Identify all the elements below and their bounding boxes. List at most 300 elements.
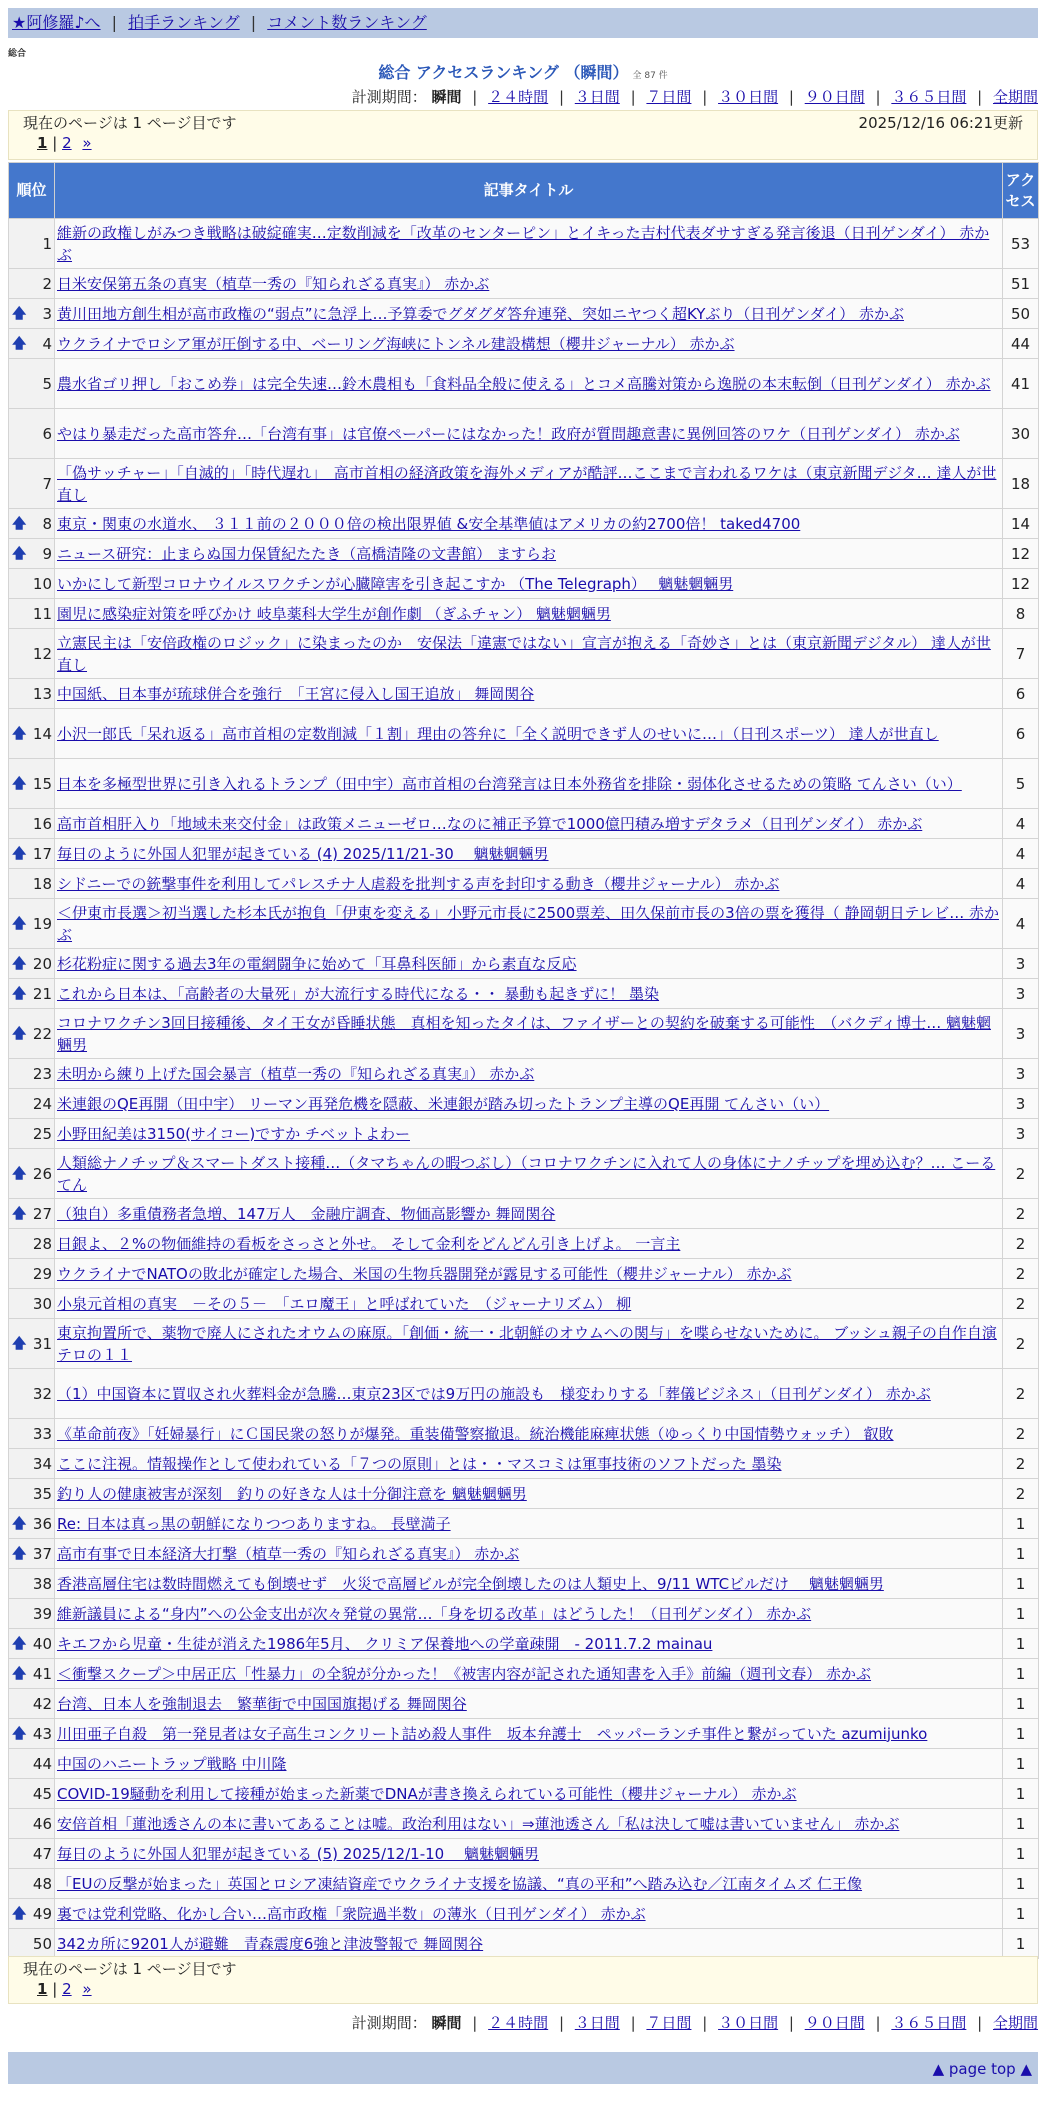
article-title-link[interactable]: 高市首相肝入り「地域未来交付金」は政策メニューゼロ…なのに補正予算で1000億円積み増すデタラメ（日刊ゲンダイ） 赤かぶ [57, 814, 923, 833]
article-title-link[interactable]: ＜衝撃スクープ＞中居正広「性暴力」の全貌が分かった！《被害内容が記された通知書を入手》前編（週刊文春） 赤かぶ [57, 1664, 872, 1683]
up-arrow-icon: 🡅 [12, 1725, 27, 1742]
table-row [9, 1149, 1039, 1199]
table-row [9, 269, 1039, 299]
up-arrow-icon: 🡅 [12, 1515, 27, 1532]
up-arrow-icon: 🡅 [12, 305, 27, 322]
current-page-text: 現在のページは 1 ページ目です [23, 1960, 237, 1978]
title-cell [55, 1199, 1003, 1229]
total-count: 全 87 件 [632, 71, 668, 81]
article-title-link[interactable]: シドニーでの銃撃事件を利用してパレスチナ人虐殺を批判する声を封印する動き（櫻井ジャーナル） 赤かぶ [57, 874, 780, 893]
table-row [9, 1259, 1039, 1289]
table-row [9, 359, 1039, 409]
rank-number: 28 [32, 1234, 52, 1253]
rank-cell [9, 1319, 55, 1369]
period-link-365d[interactable]: ３６５日間 [891, 2014, 967, 2032]
article-title-link[interactable]: 小野田紀美は3150(サイコー)ですか チベットよわー [57, 1124, 410, 1143]
title-cell [55, 1629, 1003, 1659]
article-title-link[interactable]: ニュース研究：止まらぬ国力保賃紀たたき（高橋清隆の文書館） ますらお [57, 544, 557, 563]
period-link-all[interactable]: 全期間 [992, 88, 1038, 106]
access-count: 41 [1003, 359, 1039, 409]
title-cell [55, 1809, 1003, 1839]
rank-number: 43 [32, 1724, 52, 1743]
title-cell [55, 979, 1003, 1009]
up-arrow-icon: 🡅 [12, 1635, 27, 1652]
article-title-link[interactable]: 安倍首相「蓮池透さんの本に書いてあることは嘘。政治利用はない」⇒蓮池透さん「私は決して嘘は書いていません」 赤かぶ [57, 1814, 900, 1833]
rank-cell [9, 949, 55, 979]
rank-number: 41 [32, 1664, 52, 1683]
home-link[interactable]: ★阿修羅♪へ [12, 13, 101, 32]
access-count: 3 [1003, 1009, 1039, 1059]
table-row [9, 1869, 1039, 1899]
rank-cell [9, 1479, 55, 1509]
access-count: 4 [1003, 839, 1039, 869]
access-count: 1 [1003, 1779, 1039, 1809]
access-count: 2 [1003, 1369, 1039, 1419]
access-count: 1 [1003, 1509, 1039, 1539]
rank-number: 31 [32, 1334, 52, 1353]
rank-cell [9, 759, 55, 809]
period-link-7d[interactable]: ７日間 [646, 88, 692, 106]
article-title-link[interactable]: 毎日のように外国人犯罪が起きている (5) 2025/12/1-10 魑魅魍魎男 [57, 1844, 539, 1863]
ranking-table [8, 162, 1039, 1959]
access-count: 2 [1003, 1479, 1039, 1509]
rank-cell [9, 869, 55, 899]
period-link-3d[interactable]: ３日間 [574, 88, 620, 106]
access-count: 50 [1003, 299, 1039, 329]
table-row [9, 629, 1039, 679]
title-cell [55, 809, 1003, 839]
rank-cell [9, 1779, 55, 1809]
article-title-link[interactable]: コロナワクチン3回目接種後、タイ王女が昏睡状態 真相を知ったタイは、ファイザーとの契約を破棄する可能性 （バクディ博士… 魑魅魍魎男 [57, 1013, 991, 1054]
rank-number: 42 [32, 1694, 52, 1713]
rank-number: 15 [32, 774, 52, 793]
up-arrow-icon: 🡅 [12, 335, 27, 352]
rank-cell [9, 1869, 55, 1899]
period-link-30d[interactable]: ３０日間 [718, 88, 779, 106]
title-cell [55, 1899, 1003, 1929]
table-row [9, 539, 1039, 569]
period-separator: | [472, 88, 478, 106]
period-link-365d[interactable]: ３６５日間 [891, 88, 967, 106]
rank-number: 5 [42, 374, 52, 393]
rank-number: 21 [32, 984, 52, 1003]
title-cell [55, 509, 1003, 539]
article-title-link[interactable]: （1）中国資本に買収され火葬料金が急騰…東京23区では9万円の施設も 様変わりする「葬儀ビジネス」（日刊ゲンダイ） 赤かぶ [57, 1384, 931, 1403]
rank-number: 11 [32, 604, 52, 623]
period-current: 瞬間 [431, 2014, 462, 2032]
access-count: 1 [1003, 1749, 1039, 1779]
table-row [9, 839, 1039, 869]
access-count: 1 [1003, 1689, 1039, 1719]
article-title-link[interactable]: 東京拘置所で、薬物で廃人にされたオウムの麻原。「創価・統一・北朝鮮のオウムへの関与」を喋らせないために。 ブッシュ親子の自作自演テロの１１ [57, 1323, 997, 1364]
rank-cell [9, 1839, 55, 1869]
table-row [9, 1839, 1039, 1869]
title-cell [55, 1319, 1003, 1369]
rank-number: 46 [32, 1814, 52, 1833]
access-count: 2 [1003, 1229, 1039, 1259]
access-count: 4 [1003, 869, 1039, 899]
up-arrow-icon: 🡅 [12, 775, 27, 792]
table-row [9, 1449, 1039, 1479]
period-link-90d[interactable]: ９０日間 [804, 2014, 865, 2032]
rank-cell [9, 1199, 55, 1229]
access-count: 4 [1003, 899, 1039, 949]
rank-cell [9, 1119, 55, 1149]
title-cell [55, 409, 1003, 459]
access-count: 53 [1003, 219, 1039, 269]
access-count: 3 [1003, 949, 1039, 979]
article-title-link[interactable]: 立憲民主は「安倍政権のロジック」に染まったのか 安保法「違憲ではない」宣言が抱える「奇妙さ」とは（東京新聞デジタル） 達人が世直し [57, 633, 991, 674]
title-cell [55, 329, 1003, 359]
top-nav-bar [8, 8, 1038, 38]
rank-number: 13 [32, 684, 52, 703]
rank-cell [9, 1539, 55, 1569]
period-link-3d[interactable]: ３日間 [574, 2014, 620, 2032]
access-count: 14 [1003, 509, 1039, 539]
title-cell [55, 459, 1003, 509]
title-header: 記事タイトル [55, 163, 1003, 219]
article-title-link[interactable]: 日米安保第五条の真実（植草一秀の『知られざる真実』） 赤かぶ [57, 274, 490, 293]
rank-cell [9, 329, 55, 359]
access-count: 1 [1003, 1929, 1039, 1959]
article-title-link[interactable]: 裏では党利党略、化かし合い…高市政権「衆院過半数」の薄氷（日刊ゲンダイ） 赤かぶ [57, 1904, 646, 1923]
page-2-link[interactable]: 2 [62, 1980, 72, 1998]
access-count: 2 [1003, 1149, 1039, 1199]
period-separator: | [630, 88, 636, 106]
clap-ranking-link[interactable]: 拍手ランキング [128, 13, 240, 32]
nav-separator: | [111, 13, 118, 32]
rank-number: 27 [32, 1204, 52, 1223]
period-link-7d[interactable]: ７日間 [646, 2014, 692, 2032]
rank-number: 8 [42, 514, 52, 533]
table-row [9, 949, 1039, 979]
up-arrow-icon: 🡅 [12, 1165, 27, 1182]
article-title-link[interactable]: Re: 日本は真っ黒の朝鮮になりつつありますね。 長壁満子 [57, 1514, 451, 1533]
title-cell [55, 1449, 1003, 1479]
table-row [9, 1749, 1039, 1779]
rank-cell [9, 979, 55, 1009]
access-count: 2 [1003, 1319, 1039, 1369]
rank-cell [9, 1229, 55, 1259]
rank-number: 36 [32, 1514, 52, 1533]
article-title-link[interactable]: 杉花粉症に関する過去3年の電網闘争に始めて「耳鼻科医師」から素直な反応 [57, 954, 577, 973]
rank-cell [9, 459, 55, 509]
rank-cell [9, 1289, 55, 1319]
article-title-link[interactable]: 農水省ゴリ押し「おこめ券」は完全失速…鈴木農相も「食料品全般に使える」とコメ高騰対策から逸脱の本末転倒（日刊ゲンダイ） 赤かぶ [57, 374, 991, 393]
article-title-link[interactable]: ウクライナでNATOの敗北が確定した場合、米国の生物兵器開発が露見する可能性（櫻井ジャーナル） 赤かぶ [57, 1264, 792, 1283]
table-row [9, 1089, 1039, 1119]
next-page-link[interactable]: » [82, 1980, 92, 1998]
up-arrow-icon: 🡅 [12, 845, 27, 862]
rank-number: 48 [32, 1874, 52, 1893]
title-cell [55, 1539, 1003, 1569]
rank-cell [9, 1419, 55, 1449]
table-row [9, 1779, 1039, 1809]
article-title-link[interactable]: 「EUの反撃が始まった」英国とロシア凍結資産でウクライナ支援を協議、“真の平和”へ踏み込む／江南タイムズ 仁王像 [57, 1874, 863, 1893]
footer-bar [8, 2052, 1038, 2084]
title-cell [55, 1479, 1003, 1509]
up-arrow-icon: 🡅 [12, 955, 27, 972]
article-title-link[interactable]: 香港高層住宅は数時間燃えても倒壊せず 火災で高層ビルが完全倒壊したのは人類史上、9/11 WTCビルだけ 魑魅魍魎男 [57, 1574, 884, 1593]
access-count: 1 [1003, 1629, 1039, 1659]
period-separator: | [788, 2014, 794, 2032]
rank-number: 49 [32, 1904, 52, 1923]
access-count: 1 [1003, 1599, 1039, 1629]
up-arrow-icon: 🡅 [12, 915, 27, 932]
article-title-link[interactable]: 東京・関東の水道水、 ３１１前の２０００倍の検出限界値 &安全基準値はアメリカの約2700倍！ taked4700 [57, 514, 801, 533]
rank-number: 23 [32, 1064, 52, 1083]
period-link-all[interactable]: 全期間 [992, 2014, 1038, 2032]
table-row [9, 1229, 1039, 1259]
article-title-link[interactable]: 川田亜子自殺 第一発見者は女子高生コンクリート詰め殺人事件 坂本弁護士 ペッパーランチ事件と繋がっていた azumijunko [57, 1724, 928, 1743]
article-title-link[interactable]: やはり暴走だった高市答弁…「台湾有事」は官僚ペーパーにはなかった！政府が質問趣意書に異例回答のワケ（日刊ゲンダイ） 赤かぶ [57, 424, 960, 443]
page-1-current: 1 [37, 1980, 48, 1998]
up-arrow-icon: 🡅 [12, 515, 27, 532]
up-arrow-icon: 🡅 [12, 1905, 27, 1922]
title-cell [55, 1289, 1003, 1319]
rank-cell [9, 1569, 55, 1599]
table-row [9, 219, 1039, 269]
access-count: 1 [1003, 1869, 1039, 1899]
title-cell [55, 629, 1003, 679]
table-row [9, 809, 1039, 839]
period-separator: | [875, 2014, 881, 2032]
table-row [9, 1319, 1039, 1369]
article-title-link[interactable]: 小泉元首相の真実 －その５－ 「エロ魔王」と呼ばれていた （ジャーナリズム） 柳 [57, 1294, 632, 1313]
table-row [9, 569, 1039, 599]
up-arrow-icon: 🡅 [12, 1205, 27, 1222]
rank-cell [9, 1599, 55, 1629]
rank-cell [9, 1259, 55, 1289]
table-row [9, 1809, 1039, 1839]
access-count: 1 [1003, 1809, 1039, 1839]
rank-cell [9, 569, 55, 599]
access-count: 18 [1003, 459, 1039, 509]
period-link-24h[interactable]: ２４時間 [488, 88, 549, 106]
article-title-link[interactable]: 毎日のように外国人犯罪が起きている (4) 2025/11/21-30 魑魅魍魎男 [57, 844, 549, 863]
article-title-link[interactable]: ＜伊東市長選＞初当選した杉本氏が抱負「伊東を変える」小野元市長に2500票差、田久保前市長の3倍の票を獲得（ 静岡朝日テレビ… 赤かぶ [57, 903, 999, 944]
access-count: 1 [1003, 1539, 1039, 1569]
period-selector-bottom [352, 2012, 1038, 2033]
title-cell [55, 569, 1003, 599]
rank-cell [9, 219, 55, 269]
period-link-24h[interactable]: ２４時間 [488, 2014, 549, 2032]
article-title-link[interactable]: 日本を多極型世界に引き入れるトランプ（田中宇）高市首相の台湾発言は日本外務省を排除・弱体化させるための策略 てんさい（い） [57, 774, 962, 793]
rank-number: 19 [32, 914, 52, 933]
article-title-link[interactable]: キエフから児童・生徒が消えた1986年5月、 クリミア保養地への学童疎開 - 2011.7.2 mainau [57, 1634, 713, 1653]
period-link-90d[interactable]: ９０日間 [804, 88, 865, 106]
table-row [9, 679, 1039, 709]
rank-number: 29 [32, 1264, 52, 1283]
table-row [9, 1689, 1039, 1719]
article-title-link[interactable]: 小沢一郎氏「呆れ返る」高市首相の定数削減「１割」理由の答弁に「全く説明できず人のせいに…」（日刊スポーツ） 達人が世直し [57, 724, 939, 743]
access-count: 1 [1003, 1899, 1039, 1929]
article-title-link[interactable]: 「偽サッチャー」「自滅的」「時代遅れ」 高市首相の経済政策を海外メディアが酷評…ここまで言われるワケは（東京新聞デジタ… 達人が世直し [57, 463, 997, 504]
rank-cell [9, 1009, 55, 1059]
title-cell [55, 1779, 1003, 1809]
period-link-30d[interactable]: ３０日間 [718, 2014, 779, 2032]
up-arrow-icon: 🡅 [12, 725, 27, 742]
comment-ranking-link[interactable]: コメント数ランキング [267, 13, 427, 32]
rank-cell [9, 899, 55, 949]
article-title-link[interactable]: ウクライナでロシア軍が圧倒する中、ベーリング海峡にトンネル建設構想（櫻井ジャーナル） 赤かぶ [57, 334, 735, 353]
title-cell [55, 1119, 1003, 1149]
access-count: 2 [1003, 1449, 1039, 1479]
article-title-link[interactable]: 黄川田地方創生相が高市政権の“弱点”に急浮上…予算委でグダグダ答弁連発、突如ニヤつく超KYぶり（日刊ゲンダイ） 赤かぶ [57, 304, 904, 323]
rank-number: 24 [32, 1094, 52, 1113]
table-row [9, 409, 1039, 459]
table-row [9, 1929, 1039, 1959]
access-count: 3 [1003, 1089, 1039, 1119]
category-tag: 総合 [8, 49, 27, 59]
title-cell [55, 1929, 1003, 1959]
period-separator: | [558, 2014, 564, 2032]
table-row [9, 599, 1039, 629]
period-separator: | [558, 88, 564, 106]
rank-cell [9, 1929, 55, 1959]
access-count: 8 [1003, 599, 1039, 629]
title-cell [55, 839, 1003, 869]
article-title-link[interactable]: （独自）多重債務者急増、147万人 金融庁調査、物価高影響か 舞岡関谷 [57, 1204, 556, 1223]
table-row [9, 1659, 1039, 1689]
rank-number: 33 [32, 1424, 52, 1443]
rank-number: 37 [32, 1544, 52, 1563]
article-title-link[interactable]: これから日本は、「高齢者の大量死」が大流行する時代になる・・ 暴動も起きずに！ 墨染 [57, 984, 660, 1003]
rank-number: 17 [32, 844, 52, 863]
table-row [9, 1539, 1039, 1569]
article-title-link[interactable]: 高市有事で日本経済大打撃（植草一秀の『知られざる真実』） 赤かぶ [57, 1544, 520, 1563]
table-row [9, 1419, 1039, 1449]
period-separator: | [977, 2014, 983, 2032]
access-count: 4 [1003, 809, 1039, 839]
title-cell [55, 599, 1003, 629]
title-cell [55, 1839, 1003, 1869]
rank-number: 6 [42, 424, 52, 443]
article-title-link[interactable]: 釣り人の健康被害が深刻 釣りの好きな人は十分御注意を 魑魅魍魎男 [57, 1484, 527, 1503]
page-2-link[interactable]: 2 [62, 134, 72, 152]
rank-number: 39 [32, 1604, 52, 1623]
title-cell [55, 679, 1003, 709]
rank-cell [9, 809, 55, 839]
article-title-link[interactable]: 《革命前夜》「妊婦暴行」にＣ国民衆の怒りが爆発。重装備警察撤退。統治機能麻痺状態（ゆっくり中国情勢ウォッチ） 叡敗 [57, 1424, 894, 1443]
page-1-current: 1 [37, 134, 48, 152]
rank-number: 26 [32, 1164, 52, 1183]
rank-number: 4 [42, 334, 52, 353]
rank-cell [9, 1689, 55, 1719]
article-title-link[interactable]: 342カ所に9201人が避難 青森震度6強と津波警報で 舞岡関谷 [57, 1934, 484, 1953]
article-title-link[interactable]: ここに注視。情報操作として使われている「７つの原則」とは・・マスコミは軍事技術のソフトだった 墨染 [57, 1454, 782, 1473]
title-cell [55, 539, 1003, 569]
article-title-link[interactable]: 米連銀のQE再開（田中宇） リーマン再発危機を隠蔽、米連銀が踏み切ったトランプ主導のQE再開 てんさい（い） [57, 1094, 830, 1113]
title-cell [55, 949, 1003, 979]
rank-cell [9, 299, 55, 329]
table-row [9, 329, 1039, 359]
up-arrow-icon: 🡅 [12, 1545, 27, 1562]
next-page-link[interactable]: » [82, 134, 92, 152]
period-separator: | [788, 88, 794, 106]
rank-number: 1 [42, 234, 52, 253]
rank-number: 50 [32, 1934, 52, 1953]
rank-cell [9, 1809, 55, 1839]
table-row [9, 869, 1039, 899]
title-cell [55, 269, 1003, 299]
page-top-link[interactable]: ▲ page top ▲ [932, 2060, 1032, 2078]
access-count: 30 [1003, 409, 1039, 459]
access-count: 6 [1003, 679, 1039, 709]
period-separator: | [977, 88, 983, 106]
access-count: 3 [1003, 979, 1039, 1009]
article-title-link[interactable]: 維新の政権しがみつき戦略は破綻確実…定数削減を「改革のセンターピン」とイキった吉村代表ダサすぎる発言後退（日刊ゲンダイ） 赤かぶ [57, 223, 990, 264]
table-row [9, 1369, 1039, 1419]
article-title-link[interactable]: 日銀よ、２%の物価維持の看板をさっさと外せ。 そして金利をどんどん引き上げよ。 一言主 [57, 1234, 681, 1253]
rank-number: 7 [42, 474, 52, 493]
rank-number: 38 [32, 1574, 52, 1593]
access-count: 1 [1003, 1569, 1039, 1599]
rank-number: 12 [32, 644, 52, 663]
article-title-link[interactable]: COVID-19騒動を利用して接種が始まった新薬でDNAが書き換えられている可能性（櫻井ジャーナル） 赤かぶ [57, 1784, 797, 1803]
access-count: 2 [1003, 1259, 1039, 1289]
title-cell [55, 359, 1003, 409]
up-arrow-icon: 🡅 [12, 1665, 27, 1682]
rank-number: 9 [42, 544, 52, 563]
current-page-text: 現在のページは 1 ページ目です [23, 114, 237, 132]
rank-cell [9, 509, 55, 539]
access-count: 2 [1003, 1289, 1039, 1319]
rank-number: 22 [32, 1024, 52, 1043]
ranking-title: 総合 アクセスランキング （瞬間） [378, 63, 629, 82]
rank-number: 25 [32, 1124, 52, 1143]
rank-number: 32 [32, 1384, 52, 1403]
period-separator: | [702, 88, 708, 106]
rank-cell [9, 599, 55, 629]
rank-cell [9, 1369, 55, 1419]
article-title-link[interactable]: 中国紙、日本事が琉球併合を強行 「王宮に侵入し国王追放」 舞岡関谷 [57, 684, 535, 703]
article-title-link[interactable]: 台湾、日本人を強制退去 繁華街で中国国旗掲げる 舞岡関谷 [57, 1694, 467, 1713]
table-row [9, 899, 1039, 949]
rank-cell [9, 839, 55, 869]
rank-cell [9, 1059, 55, 1089]
rank-cell [9, 1629, 55, 1659]
rank-cell [9, 679, 55, 709]
access-header: アクセス [1003, 163, 1039, 219]
title-cell [55, 299, 1003, 329]
period-current: 瞬間 [431, 88, 462, 106]
rank-cell [9, 1749, 55, 1779]
rank-number: 35 [32, 1484, 52, 1503]
article-title-link[interactable]: 維新議員による“身内”への公金支出が次々発覚の異常…「身を切る改革」はどうした！（日刊ゲンダイ） 赤かぶ [57, 1604, 812, 1623]
table-row [9, 509, 1039, 539]
pager-separator: | [52, 1980, 58, 1998]
title-cell [55, 1229, 1003, 1259]
rank-number: 18 [32, 874, 52, 893]
article-title-link[interactable]: 人類総ナノチップ＆スマートダスト接種…（タマちゃんの暇つぶし）（コロナワクチンに入れて人の身体にナノチップを埋め込む？… こーるてん [57, 1153, 996, 1194]
article-title-link[interactable]: 未明から練り上げた国会暴言（植草一秀の『知られざる真実』） 赤かぶ [57, 1064, 535, 1083]
title-cell [55, 1149, 1003, 1199]
title-cell [55, 1719, 1003, 1749]
table-row [9, 1569, 1039, 1599]
rank-cell [9, 1899, 55, 1929]
article-title-link[interactable]: いかにして新型コロナウイルスワクチンが心臓障害を引き起こすか （The Telegraph） 魑魅魍魎男 [57, 574, 734, 593]
rank-header: 順位 [9, 163, 55, 219]
access-count: 5 [1003, 759, 1039, 809]
article-title-link[interactable]: 園児に感染症対策を呼びかけ 岐阜薬科大学生が創作劇 （ぎふチャン） 魑魅魍魎男 [57, 604, 611, 623]
title-cell [55, 1509, 1003, 1539]
pager-bottom [8, 1956, 1038, 2004]
table-row [9, 1199, 1039, 1229]
table-row [9, 1009, 1039, 1059]
table-row [9, 1289, 1039, 1319]
article-title-link[interactable]: 中国のハニートラップ戦略 中川隆 [57, 1754, 287, 1773]
